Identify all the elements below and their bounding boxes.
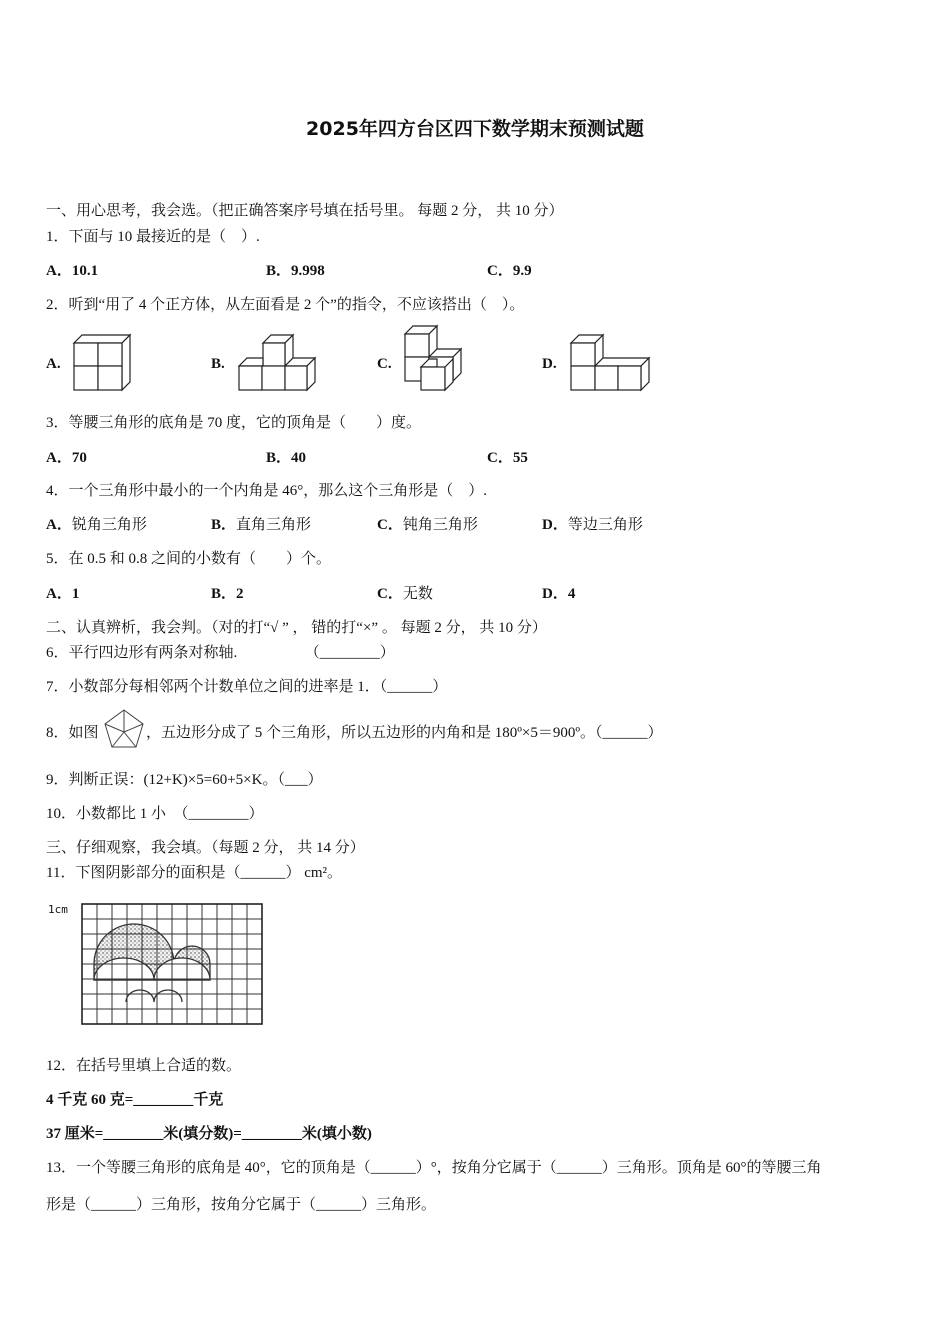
q11-text: 11．下图阴影部分的面积是（______） cm²。 (46, 865, 343, 881)
q2-option-b-label: B. (211, 356, 225, 372)
pentagon-figure (103, 708, 145, 750)
q4-option-d: D．等边三角形 (542, 517, 643, 533)
q5-option-c: C．无数 (377, 586, 433, 602)
q12-part-b: 37 厘米=________米(填分数)=________米(填小数) (46, 1126, 372, 1142)
q12-text: 12．在括号里填上合适的数。 (46, 1058, 242, 1074)
q5-option-b: B．2 (211, 586, 244, 602)
q1-text: 1．下面与 10 最接近的是（ ）. (46, 229, 260, 245)
section2-heading: 二、认真辨析，我会判。（对的打“√ ” ， 错的打“×” 。 每题 2 分， 共 10 分） (46, 620, 547, 636)
grid-scale-label: 1cm (48, 903, 68, 916)
q4-option-b: B．直角三角形 (211, 517, 312, 533)
q2-option-d-label: D. (542, 356, 557, 372)
q5-option-a: A．1 (46, 586, 80, 602)
section1-heading: 一、用心思考，我会选。（把正确答案序号填在括号里。 每题 2 分， 共 10 分） (46, 203, 564, 219)
q12-part-a: 4 千克 60 克=________千克 (46, 1092, 224, 1108)
q2-option-c-label: C. (377, 356, 392, 372)
q1-option-c: C．9.9 (487, 263, 532, 279)
q5-text: 5．在 0.5 和 0.8 之间的小数有（ ）个。 (46, 551, 332, 567)
q3-option-b: B．40 (266, 450, 307, 466)
q8-text-pre: 8．如图 (46, 725, 99, 741)
q1-option-a: A．10.1 (46, 263, 99, 279)
q2-figure-a (72, 334, 134, 392)
q11-grid-figure (78, 900, 266, 1028)
q10-text: 10．小数都比 1 小 （________） (46, 806, 264, 822)
q7-text: 7．小数部分每相邻两个计数单位之间的进率是 1．（______） (46, 679, 448, 695)
q4-text: 4．一个三角形中最小的一个内角是 46°，那么这个三角形是（ ）. (46, 483, 488, 499)
q4-option-a: A．锐角三角形 (46, 517, 147, 533)
q4-option-c: C．钝角三角形 (377, 517, 478, 533)
q2-text: 2．听到“用了 4 个正方体，从左面看是 2 个”的指令，不应该搭出（ ）。 (46, 297, 525, 313)
q2-figure-b (237, 334, 319, 392)
page-title: 2025年四方台区四下数学期末预测试题 (306, 118, 644, 140)
q9-text: 9．判断正误：(12+K)×5=60+5×K。（___） (46, 772, 323, 788)
q1-option-b: B．9.998 (266, 263, 325, 279)
q8-text-post: ，五边形分成了 5 个三角形，所以五边形的内角和是 180º×5＝900º。（______） (146, 725, 663, 741)
section3-heading: 三、仔细观察，我会填。（每题 2 分， 共 14 分） (46, 840, 365, 856)
q2-option-a-label: A. (46, 356, 61, 372)
q3-option-a: A．70 (46, 450, 87, 466)
q13-line-1: 13．一个等腰三角形的底角是 40°，它的顶角是（______）°，按角分它属于（______）三角形。顶角是 60°的等腰三角 (46, 1160, 822, 1176)
q3-text: 3．等腰三角形的底角是 70 度，它的顶角是（ ）度。 (46, 415, 422, 431)
q2-figure-d (569, 334, 653, 392)
q13-line-2: 形是（______）三角形，按角分它属于（______）三角形。 (46, 1197, 437, 1213)
q2-figure-c (403, 325, 465, 392)
q5-option-d: D．4 (542, 586, 576, 602)
q6-text: 6．平行四边形有两条对称轴. （________） (46, 645, 395, 661)
q3-option-c: C．55 (487, 450, 528, 466)
